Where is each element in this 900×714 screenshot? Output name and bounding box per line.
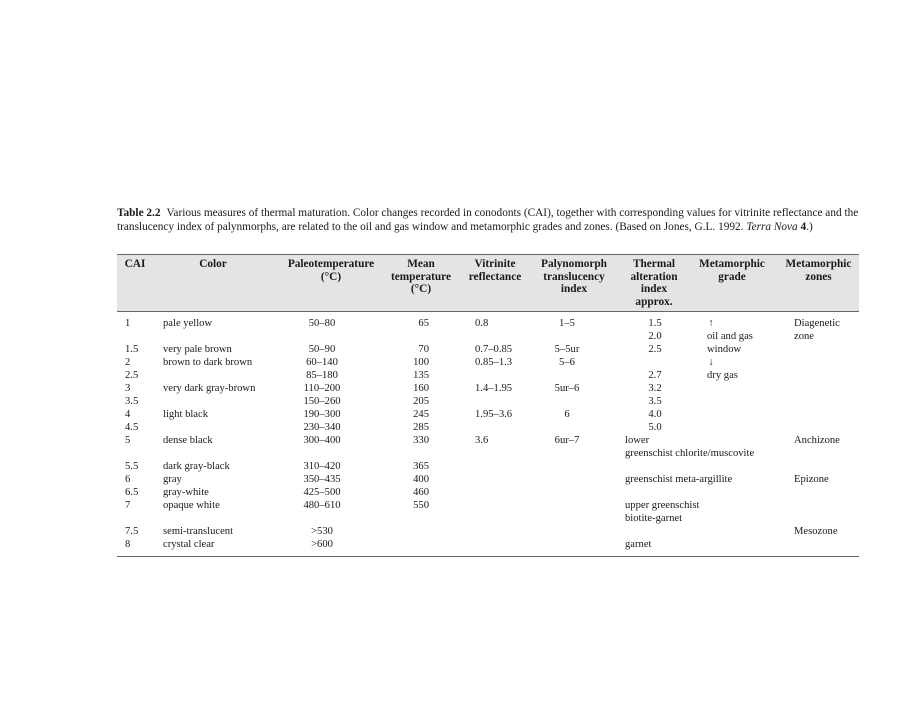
zone-epizone: Epizone xyxy=(794,474,829,485)
table-bottom-rule xyxy=(117,556,859,557)
cell-cai: 5.5 xyxy=(125,461,139,472)
cell-color: very pale brown xyxy=(163,344,232,355)
cell-paleotemperature: 425–500 xyxy=(303,487,341,498)
header-color: Color xyxy=(199,258,227,270)
cell-cai: 7 xyxy=(125,500,131,511)
cell-mean-temperature: 135 xyxy=(413,370,429,381)
cell-cai: 6.5 xyxy=(125,487,139,498)
cell-thermal-alteration: 3.5 xyxy=(648,396,662,407)
grade-garnet: garnet xyxy=(625,539,652,550)
cell-mean-temperature: 550 xyxy=(413,500,429,511)
cell-mean-temperature: 365 xyxy=(413,461,429,472)
cell-vitrinite: 1.95–3.6 xyxy=(475,409,513,420)
grade-biotite-garnet: biotite-garnet xyxy=(625,513,683,524)
cell-mean-temperature: 400 xyxy=(413,474,429,485)
caption-volume: 4 xyxy=(800,221,807,233)
header-palynomorph: Palynomorph translucency index xyxy=(541,258,607,295)
cell-thermal-alteration: 2.5 xyxy=(648,344,662,355)
cell-cai: 2 xyxy=(125,357,131,368)
cell-palynomorph-index: 5–6 xyxy=(559,357,575,368)
cell-color: very dark gray-brown xyxy=(163,383,256,394)
cell-color: light black xyxy=(163,409,209,420)
table-label: Table 2.2 xyxy=(117,207,161,219)
zone-anchizone: Anchizone xyxy=(794,435,840,446)
cell-thermal-alteration: 2.7 xyxy=(648,370,662,381)
cell-paleotemperature: 300–400 xyxy=(303,435,341,446)
header-thermal-alteration: Thermal alteration index approx. xyxy=(630,258,678,308)
cell-color: pale yellow xyxy=(163,318,213,329)
cell-vitrinite: 3.6 xyxy=(475,435,489,446)
cell-paleotemperature: 190–300 xyxy=(303,409,341,420)
cell-thermal-alteration: 1.5 xyxy=(648,318,662,329)
caption-journal: Terra Nova xyxy=(746,221,798,233)
caption-text: Various measures of thermal maturation. Color changes recorded in conodonts (CAI), together with corresponding values for vitrinite reflectance and the translucency index of palynmorphs, are related to the oil and gas window and metamorphic grades and zones. (Based on Jones, G.L. 1992. xyxy=(117,207,859,233)
cell-palynomorph-index: 1–5 xyxy=(559,318,575,329)
cell-mean-temperature: 100 xyxy=(413,357,429,368)
cell-mean-temperature: 285 xyxy=(413,422,429,433)
table-caption xyxy=(117,206,859,234)
cell-vitrinite: 0.8 xyxy=(475,318,489,329)
cell-paleotemperature: 85–180 xyxy=(306,370,338,381)
cell-palynomorph-index: 6 xyxy=(564,409,570,420)
grade-upper-greenschist: upper greenschist xyxy=(625,500,700,511)
header-metamorphic-zones: Metamorphic zones xyxy=(785,258,852,283)
cell-paleotemperature: 310–420 xyxy=(303,461,341,472)
cell-color: opaque white xyxy=(163,500,220,511)
cell-color: semi-translucent xyxy=(163,526,234,537)
cell-vitrinite: 0.85–1.3 xyxy=(475,357,513,368)
cell-palynomorph-index: 5ur–6 xyxy=(554,383,580,394)
cell-vitrinite: 0.7–0.85 xyxy=(475,344,513,355)
header-metamorphic-grade: Metamorphic grade xyxy=(699,258,765,283)
grade-oil-gas: oil and gas xyxy=(707,331,753,342)
cell-mean-temperature: 460 xyxy=(413,487,429,498)
grade-dry-gas: dry gas xyxy=(707,370,738,381)
cell-paleotemperature: 50–90 xyxy=(308,344,336,355)
cell-paleotemperature: 60–140 xyxy=(306,357,338,368)
cell-thermal-alteration: 5.0 xyxy=(648,422,662,433)
cell-paleotemperature: 480–610 xyxy=(303,500,341,511)
cell-paleotemperature: 230–340 xyxy=(303,422,341,433)
cell-palynomorph-index: 5–5ur xyxy=(554,344,580,355)
zone-diagenetic: Diagenetic xyxy=(794,318,840,329)
cell-cai: 5 xyxy=(125,435,131,446)
cell-cai: 1 xyxy=(125,318,131,329)
cell-color: dense black xyxy=(163,435,213,446)
header-vitrinite: Vitrinite reflectance xyxy=(468,258,522,283)
grade-greenschist-meta: greenschist meta-argillite xyxy=(625,474,733,485)
cell-paleotemperature: 50–80 xyxy=(308,318,336,329)
cell-mean-temperature: 245 xyxy=(413,409,429,420)
header-paleotemperature: Paleotemperature (°C) xyxy=(287,258,375,283)
cell-cai: 2.5 xyxy=(125,370,139,381)
grade-lower: lower xyxy=(625,435,650,446)
cell-cai: 1.5 xyxy=(125,344,139,355)
arrow-down-icon: ↓ xyxy=(708,357,714,368)
zone-mesozone: Mesozone xyxy=(794,526,838,537)
cell-vitrinite: 1.4–1.95 xyxy=(475,383,513,394)
cell-cai: 3 xyxy=(125,383,131,394)
cell-palynomorph-index: 6ur–7 xyxy=(554,435,580,446)
cell-paleotemperature: >600 xyxy=(311,539,333,550)
header-cai: CAI xyxy=(124,258,146,270)
cell-mean-temperature: 330 xyxy=(413,435,429,446)
header-mean-temperature: Mean temperature (°C) xyxy=(390,258,451,295)
cell-thermal-alteration: 3.2 xyxy=(648,383,662,394)
cell-cai: 3.5 xyxy=(125,396,139,407)
cell-paleotemperature: >530 xyxy=(311,526,333,537)
zone-diagenetic-zone: zone xyxy=(794,331,814,342)
cell-mean-temperature: 65 xyxy=(418,318,429,329)
cell-mean-temperature: 70 xyxy=(418,344,429,355)
caption-end: .) xyxy=(806,221,813,233)
cell-cai: 6 xyxy=(125,474,131,485)
cell-paleotemperature: 350–435 xyxy=(303,474,341,485)
cell-mean-temperature: 205 xyxy=(413,396,429,407)
cell-cai: 7.5 xyxy=(125,526,139,537)
arrow-up-icon: ↑ xyxy=(708,318,714,329)
cell-color: dark gray-black xyxy=(163,461,230,472)
cell-cai: 8 xyxy=(125,539,131,550)
cell-color: brown to dark brown xyxy=(163,357,253,368)
cell-color: gray xyxy=(163,474,182,485)
cell-thermal-alteration: 4.0 xyxy=(648,409,662,420)
cell-paleotemperature: 150–260 xyxy=(303,396,341,407)
grade-greenschist-chlorite: greenschist chlorite/muscovite xyxy=(625,448,755,459)
cell-thermal-alteration: 2.0 xyxy=(648,331,662,342)
cell-paleotemperature: 110–200 xyxy=(303,383,341,394)
cell-mean-temperature: 160 xyxy=(413,383,429,394)
cell-color: gray-white xyxy=(163,487,209,498)
cell-cai: 4 xyxy=(125,409,131,420)
cell-cai: 4.5 xyxy=(125,422,139,433)
grade-window: window xyxy=(707,344,742,355)
cell-color: crystal clear xyxy=(163,539,215,550)
